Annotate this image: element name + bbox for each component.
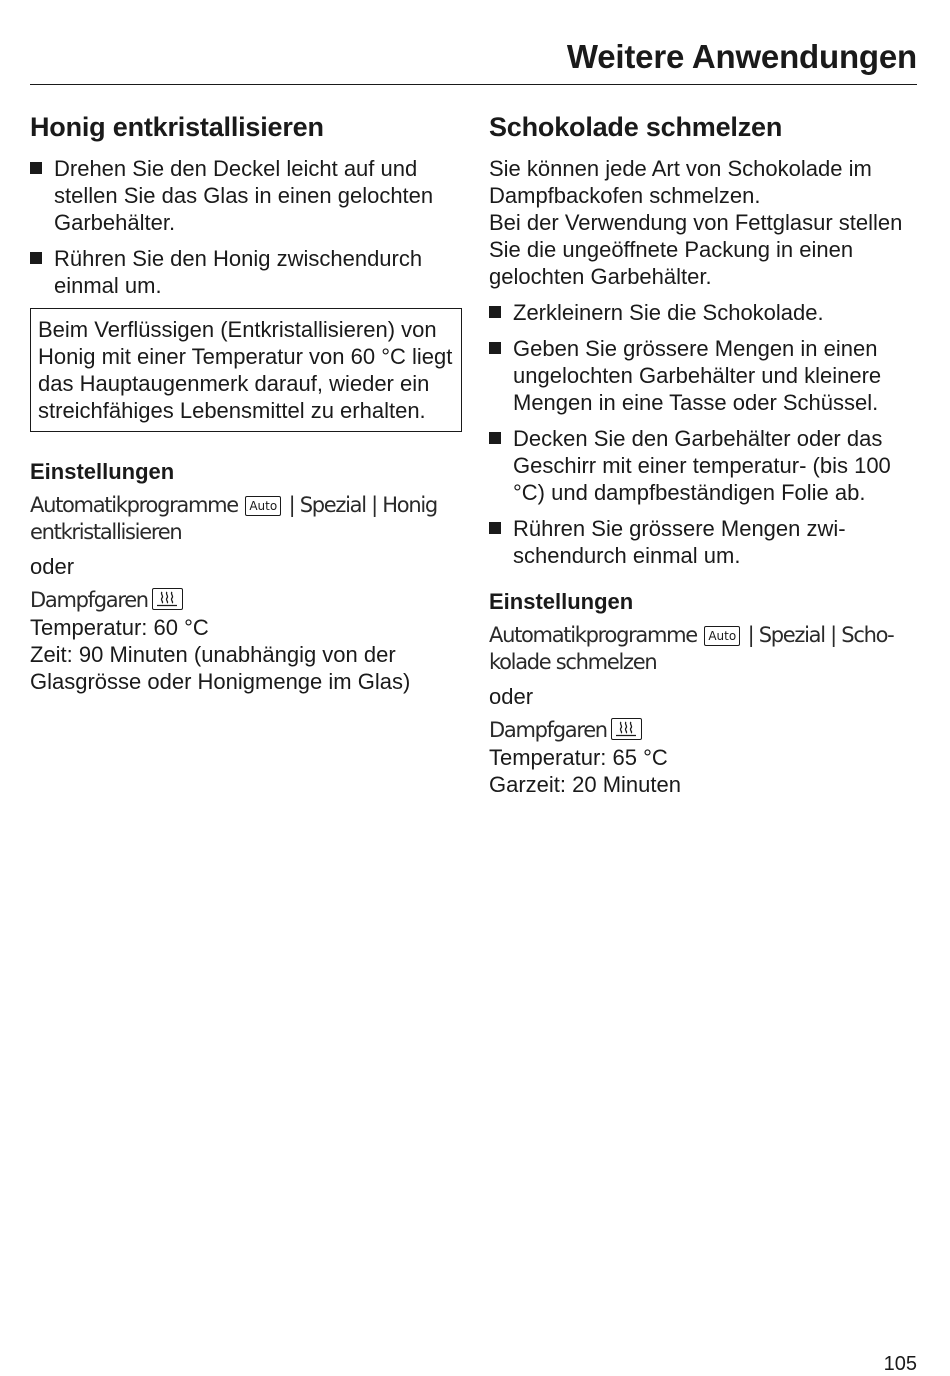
steam-mode-label: Dampfgaren	[489, 718, 607, 742]
left-column	[30, 108, 462, 695]
time-text: Garzeit: 20 Minuten	[489, 772, 681, 797]
intro-text-1: Sie können jede Art von Schokolade im Dampfbackofen schmelzen.	[489, 156, 872, 208]
note-box: Beim Verflüssigen (Entkristallisieren) von Honig mit einer Temperatur von 60 °C liegt das Hauptaugenmerk darauf, wieder ein streichfähiges Lebensmittel zu erhalten.	[30, 308, 462, 432]
steam-mode	[30, 587, 462, 614]
section-title-honey: Honig entkristallisieren	[30, 112, 324, 142]
honey-steps	[30, 155, 462, 299]
bullet-square-icon	[489, 342, 501, 354]
chocolate-steps	[489, 299, 921, 569]
list-item	[489, 335, 921, 416]
temperature-text: Temperatur: 65 °C	[489, 745, 668, 770]
settings-heading: Einstellungen	[489, 589, 634, 614]
bullet-square-icon	[30, 252, 42, 264]
page-number: 105	[883, 1353, 917, 1375]
auto-icon: Auto	[245, 496, 281, 516]
list-item	[30, 155, 462, 236]
steam-mode	[489, 717, 921, 744]
section-title-chocolate: Schokolade schmelzen	[489, 112, 783, 142]
step-text: Rühren Sie grössere Mengen zwischendurch einmal um.	[513, 516, 846, 568]
right-column	[489, 108, 921, 798]
page-header	[30, 36, 917, 85]
bullet-square-icon	[489, 432, 501, 444]
step-text: Drehen Sie den Deckel leicht auf und stellen Sie das Glas in einen gelochten Garbehälter.	[54, 156, 434, 235]
auto-program-path	[489, 622, 921, 676]
list-item	[489, 299, 921, 326]
auto-program-prefix: Automatikprogramme	[489, 623, 697, 647]
bullet-square-icon	[30, 162, 42, 174]
step-text: Zerkleinern Sie die Schokolade.	[513, 300, 824, 325]
bullet-square-icon	[489, 306, 501, 318]
step-text: Rühren Sie den Honig zwischendurch einmal um.	[54, 246, 423, 298]
or-text: oder	[30, 554, 75, 579]
list-item	[489, 425, 921, 506]
steam-mode-label: Dampfgaren	[30, 588, 148, 612]
page-title: Weitere Anwendungen	[566, 38, 917, 75]
bullet-square-icon	[489, 522, 501, 534]
list-item	[30, 245, 462, 299]
auto-program-suffix: | Spezial | Schokolade schmelzen	[489, 623, 895, 674]
intro-text-2: Bei der Verwendung von Fettglasur stellen Sie die ungeöffnete Packung in einen gelochten Garbehälter.	[489, 210, 903, 289]
steam-icon	[611, 718, 642, 740]
auto-program-prefix: Automatikprogramme	[30, 493, 238, 517]
temperature-text: Temperatur: 60 °C	[30, 615, 209, 640]
or-text: oder	[489, 684, 534, 709]
time-text: Zeit: 90 Minuten (unabhängig von der Glasgrösse oder Honigmenge im Glas)	[30, 642, 411, 694]
auto-program-path	[30, 492, 462, 546]
auto-program-suffix: | Spezial | Honig entkristallisieren	[30, 493, 437, 544]
steam-icon	[152, 588, 183, 610]
settings-heading: Einstellungen	[30, 459, 175, 484]
list-item	[489, 515, 921, 569]
step-text: Geben Sie grössere Mengen in einen ungelochten Garbehälter und kleinere Mengen in eine Tasse oder Schüssel.	[513, 336, 882, 415]
step-text: Decken Sie den Garbehälter oder das Geschirr mit einer temperatur- (bis 100 °C) und dampfbeständigen Folie ab.	[513, 426, 891, 505]
auto-icon: Auto	[704, 626, 740, 646]
